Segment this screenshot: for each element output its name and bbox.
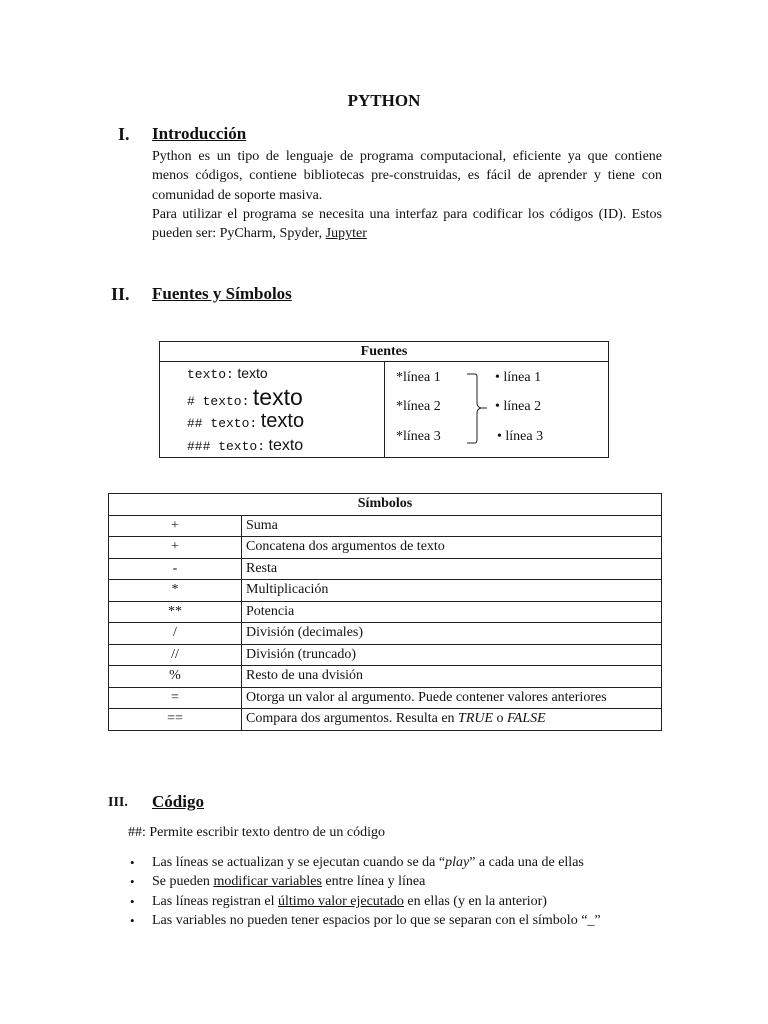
heading-prefix: # texto: — [187, 394, 250, 409]
symbol-cell: % — [109, 666, 242, 688]
description-cell: División (truncado) — [242, 644, 662, 666]
section-title-codigo: Código — [152, 792, 204, 811]
description-cell: Resto de una dvisión — [242, 666, 662, 688]
list-item — [130, 894, 601, 913]
codigo-bullet-list — [130, 855, 601, 933]
intro-paragraph-2 — [152, 205, 662, 244]
bullet-text: Las líneas registran el — [152, 893, 278, 909]
bullet-text: entre línea y línea — [321, 874, 426, 890]
heading-sample-h1 — [187, 384, 303, 411]
table-row — [109, 515, 662, 537]
symbol-cell: - — [109, 558, 242, 580]
heading-prefix: ## texto: — [187, 416, 258, 431]
symbol-cell: == — [109, 709, 242, 731]
heading-text: texto — [237, 365, 268, 381]
table-row — [109, 623, 662, 645]
heading-text: texto — [260, 410, 305, 432]
table-row — [109, 687, 662, 709]
bullet-line-1: • línea 1 — [495, 370, 542, 385]
list-item — [130, 913, 601, 932]
table-row — [109, 666, 662, 688]
section-title-fuentes: Fuentes y Símbolos — [152, 284, 292, 303]
symbol-cell: * — [109, 580, 242, 602]
bullet-emphasis: play — [445, 855, 470, 870]
bullet-line-3: • línea 3 — [497, 429, 544, 444]
table-row — [109, 644, 662, 666]
section-number-intro: I. — [118, 124, 130, 144]
list-item — [130, 874, 601, 893]
symbol-cell: = — [109, 687, 242, 709]
simbolos-table — [108, 493, 662, 731]
symbol-cell: // — [109, 644, 242, 666]
heading-sample-h3 — [187, 437, 303, 455]
bullet-text: Las variables no pueden tener espacios por lo que se separan con el símbolo “ — [152, 913, 588, 929]
bullet-emphasis: modificar variables — [213, 874, 322, 890]
bullet-text: en ellas (y en la anterior) — [403, 893, 547, 909]
headings-cell — [160, 362, 385, 458]
bullet-text: Las líneas se actualizan y se ejecutan cuando se da “ — [152, 855, 446, 870]
table-row — [109, 537, 662, 559]
symbol-cell: + — [109, 515, 242, 537]
bullet-line-2: • línea 2 — [495, 399, 542, 414]
document-title: PYTHON — [347, 91, 421, 110]
bullet-text: ” a cada una de ellas — [469, 855, 584, 870]
true-keyword: TRUE — [458, 711, 494, 727]
codigo-intro: ##: Permite escribir texto dentro de un código — [128, 825, 385, 840]
table-row — [109, 558, 662, 580]
jupyter-link[interactable]: Jupyter — [325, 226, 367, 242]
fuentes-table-header: Fuentes — [160, 342, 609, 362]
intro-paragraph-2-text: Para utilizar el programa se necesita una interfaz para codificar los códigos (ID). Estos pueden ser: PyCharm, Spyder, — [152, 207, 662, 242]
heading-sample-plain — [187, 365, 268, 383]
heading-prefix: ### texto: — [187, 439, 266, 454]
symbol-cell: / — [109, 623, 242, 645]
table-row — [109, 709, 662, 731]
description-cell: Concatena dos argumentos de texto — [242, 537, 662, 559]
heading-sample-h2 — [187, 410, 304, 433]
description-cell: Otorga un valor al argumento. Puede contener valores anteriores — [242, 687, 662, 709]
symbol-cell: + — [109, 537, 242, 559]
star-line-3: *línea 3 — [396, 429, 441, 444]
heading-prefix: texto: — [187, 367, 234, 382]
or-text: o — [493, 711, 508, 727]
description-cell: Suma — [242, 515, 662, 537]
section-title-intro: Introducción — [152, 124, 247, 143]
star-line-2: *línea 2 — [396, 399, 441, 414]
intro-paragraph-1: Python es un tipo de lenguaje de programa computacional, eficiente ya que contiene menos códigos, contiene bibliotecas pre-construidas, es fácil de aprender y tiene con comunidad de soporte masiva. — [152, 149, 662, 203]
symbol-cell: ** — [109, 601, 242, 623]
bullet-text: Se pueden — [152, 874, 214, 890]
description-cell: División (decimales) — [242, 623, 662, 645]
description-text: Compara dos argumentos. Resulta en — [246, 711, 459, 727]
heading-text: texto — [268, 437, 304, 454]
description-cell: Potencia — [242, 601, 662, 623]
lists-cell — [385, 362, 609, 458]
table-row — [109, 601, 662, 623]
bullet-text: ” — [594, 913, 601, 929]
description-cell: Resta — [242, 558, 662, 580]
bullet-emphasis: _ — [587, 913, 595, 929]
star-line-1: *línea 1 — [396, 370, 441, 385]
description-cell: Multiplicación — [242, 580, 662, 602]
list-item — [130, 855, 601, 874]
simbolos-table-header: Símbolos — [109, 494, 662, 516]
description-cell — [242, 709, 662, 731]
false-keyword: FALSE — [507, 711, 546, 727]
section-number-codigo: III. — [108, 795, 128, 810]
table-row — [109, 580, 662, 602]
heading-text: texto — [252, 384, 303, 410]
bullet-emphasis: último valor ejecutado — [277, 893, 404, 909]
section-number-fuentes: II. — [111, 284, 130, 304]
fuentes-table — [159, 341, 609, 458]
